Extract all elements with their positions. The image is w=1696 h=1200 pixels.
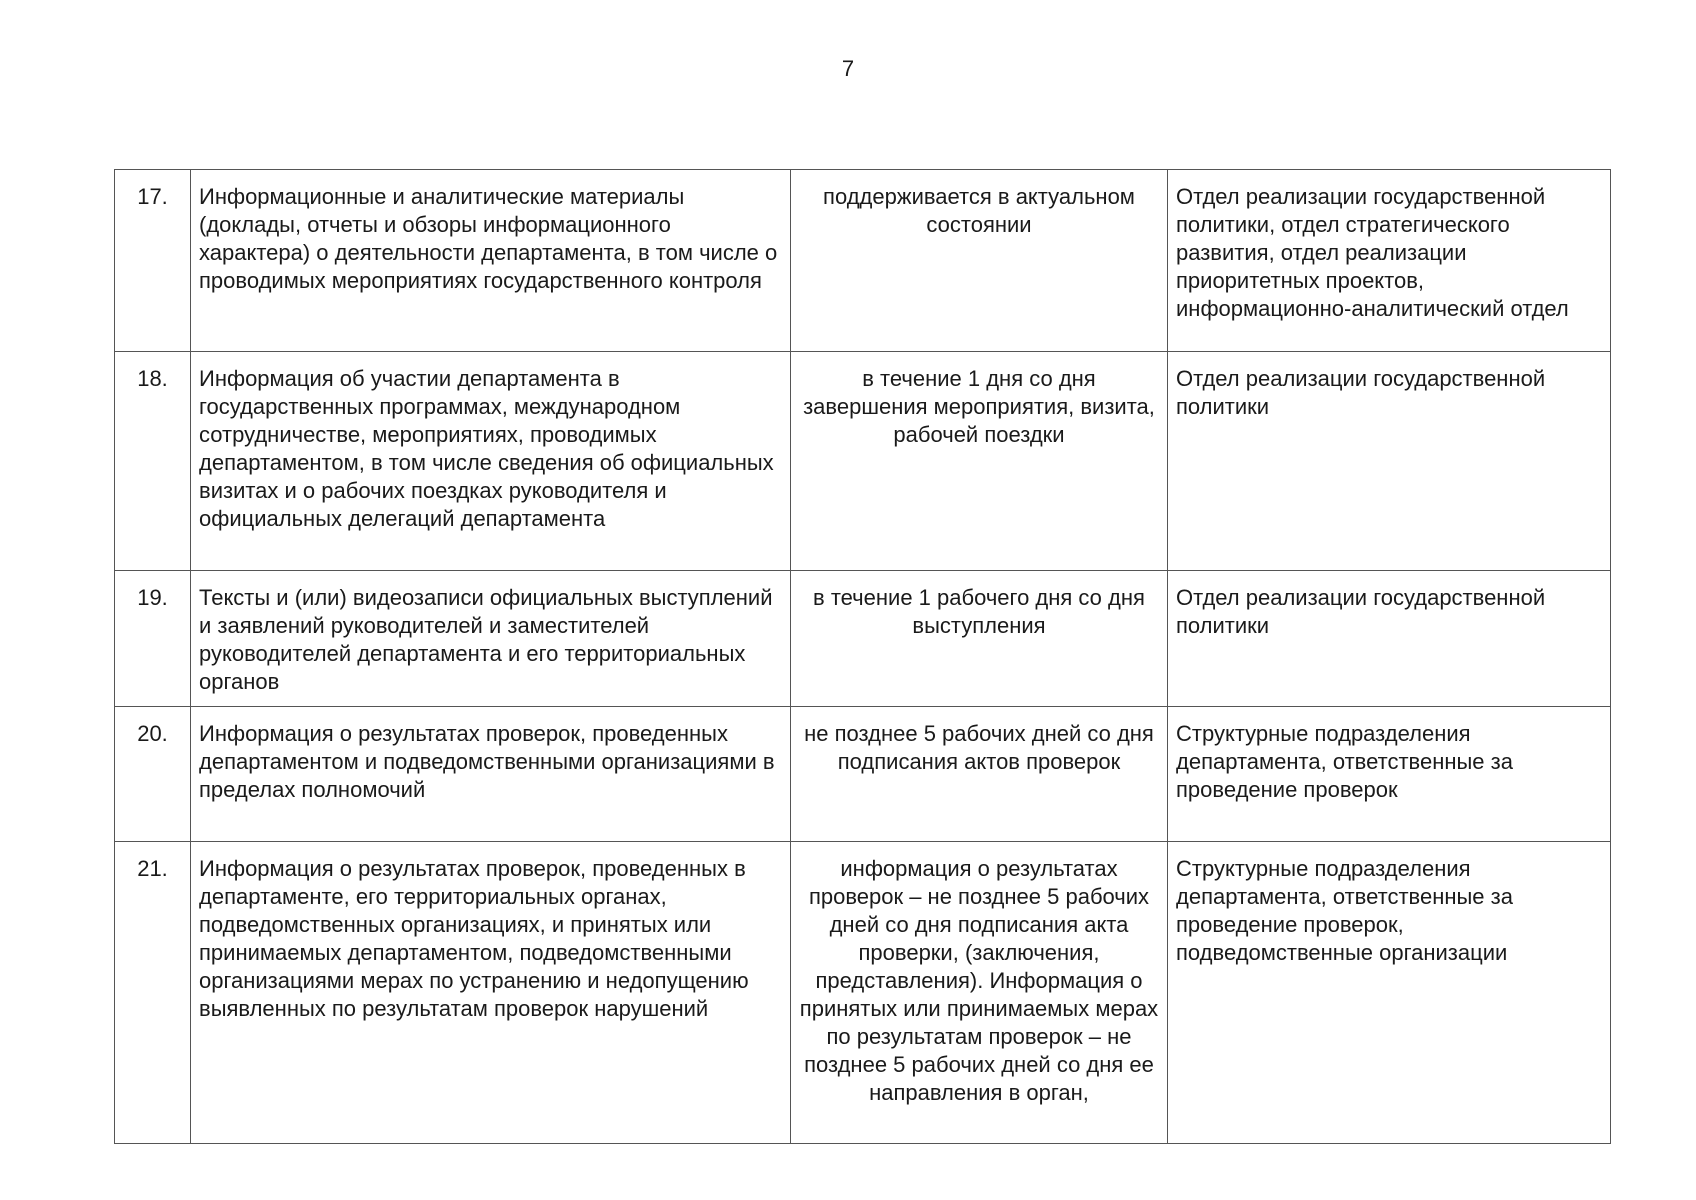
publication-term: не позднее 5 рабочих дней со дня подписания актов проверок bbox=[791, 707, 1168, 842]
table-row bbox=[115, 571, 1611, 707]
table-row bbox=[115, 170, 1611, 352]
responsible-unit: Структурные подразделения департамента, ответственные за проведение проверок, подведомственные организации bbox=[1168, 842, 1611, 1144]
row-number: 17. bbox=[115, 170, 191, 352]
responsible-unit: Отдел реализации государственной политики, отдел стратегического развития, отдел реализации приоритетных проектов, информационно-аналитический отдел bbox=[1168, 170, 1611, 352]
table-row bbox=[115, 707, 1611, 842]
info-description: Информация о результатах проверок, проведенных департаментом и подведомственными организациями в пределах полномочий bbox=[191, 707, 791, 842]
publication-term: в течение 1 дня со дня завершения мероприятия, визита, рабочей поездки bbox=[791, 352, 1168, 571]
responsible-unit: Структурные подразделения департамента, ответственные за проведение проверок bbox=[1168, 707, 1611, 842]
info-description: Информация об участии департамента в государственных программах, международном сотрудничестве, мероприятиях, проводимых департаментом, в том числе сведения об официальных визитах и о рабочих поездках руководителя и официальных делегаций департамента bbox=[191, 352, 791, 571]
info-description: Информационные и аналитические материалы (доклады, отчеты и обзоры информационного характера) о деятельности департамента, в том числе о проводимых мероприятиях государственного контроля bbox=[191, 170, 791, 352]
responsible-unit: Отдел реализации государственной политики bbox=[1168, 571, 1611, 707]
table-row bbox=[115, 842, 1611, 1144]
row-number: 19. bbox=[115, 571, 191, 707]
disclosure-table bbox=[114, 169, 1611, 1144]
row-number: 18. bbox=[115, 352, 191, 571]
info-description: Тексты и (или) видеозаписи официальных выступлений и заявлений руководителей и заместителей руководителей департамента и его территориальных органов bbox=[191, 571, 791, 707]
row-number: 20. bbox=[115, 707, 191, 842]
responsible-unit: Отдел реализации государственной политики bbox=[1168, 352, 1611, 571]
page-number: 7 bbox=[841, 56, 855, 81]
publication-term: поддерживается в актуальном состоянии bbox=[791, 170, 1168, 352]
publication-term: в течение 1 рабочего дня со дня выступления bbox=[791, 571, 1168, 707]
table-row bbox=[115, 352, 1611, 571]
publication-term: информация о результатах проверок – не позднее 5 рабочих дней со дня подписания акта проверки, (заключения, представления). Информация о принятых или принимаемых мерах по результатам проверок – не позднее 5 рабочих дней со дня ее направления в орган, bbox=[791, 842, 1168, 1144]
row-number: 21. bbox=[115, 842, 191, 1144]
info-description: Информация о результатах проверок, проведенных в департаменте, его территориальных органах, подведомственных организациях, и принятых или принимаемых департаментом, подведомственными организациями мерах по устранению и недопущению выявленных по результатам проверок нарушений bbox=[191, 842, 791, 1144]
